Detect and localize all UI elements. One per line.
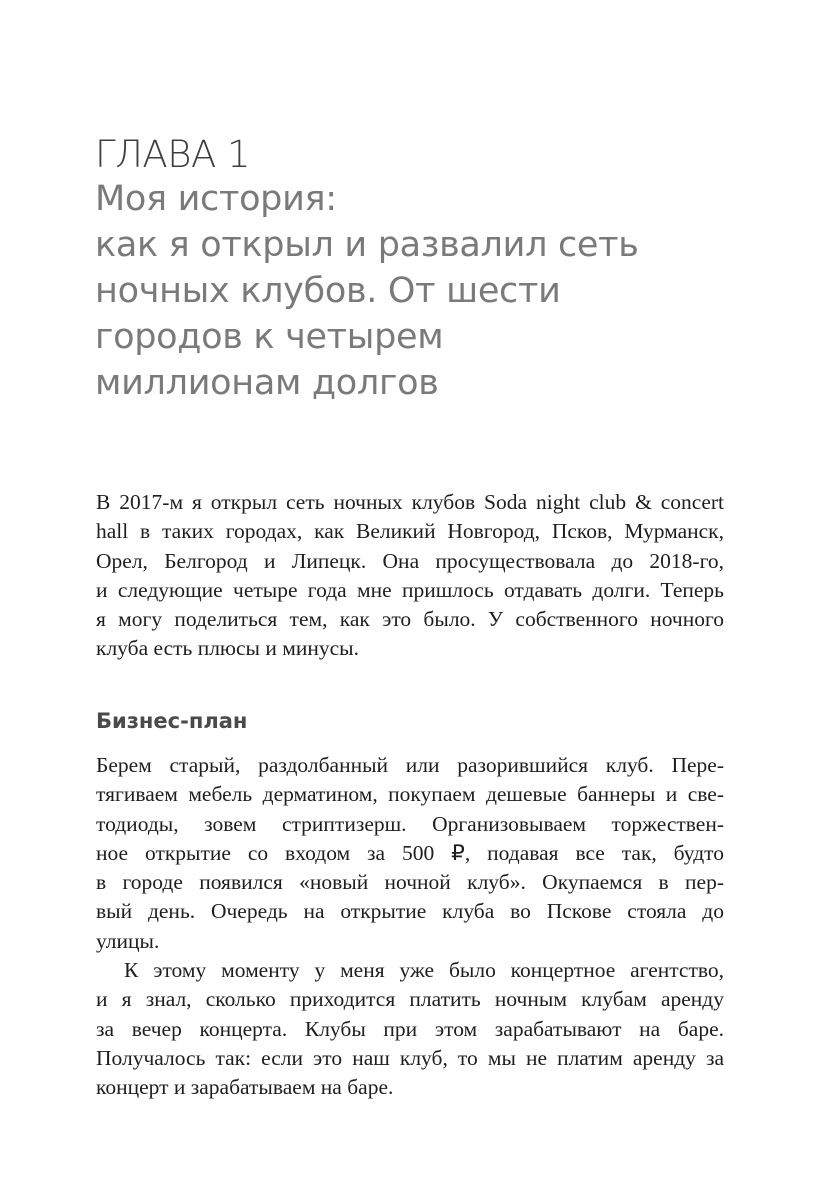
text-line: вый день. Очередь на открытие клуба во Пскове стояла до — [96, 899, 724, 924]
chapter-title-line: ночных клубов. От шести — [95, 271, 561, 311]
chapter-title-line: как я открыл и развалил сеть — [95, 225, 639, 265]
chapter-title-line: миллионам долгов — [95, 363, 439, 403]
section-heading: Бизнес-план — [96, 709, 248, 733]
text-line: клуба есть плюсы и минусы. — [96, 636, 359, 661]
text-line: и я знал, сколько приходится платить ночным клубам аренду — [96, 987, 724, 1012]
text-line: К этому моменту у меня уже было концертное агентство, — [124, 958, 724, 983]
text-line: улицы. — [96, 928, 160, 953]
paragraph — [96, 751, 724, 956]
text-line: Берем старый, раздолбанный или разорившийся клуб. Пере- — [96, 753, 724, 777]
text-line: я могу поделиться тем, как это было. У собственного ночного — [96, 607, 724, 632]
text-line: Получалось так: если это наш клуб, то мы не платим аренду за — [96, 1045, 724, 1070]
text-line: за вечер концерта. Клубы при этом зарабатывают на баре. — [96, 1016, 724, 1041]
text-line: и следующие четыре года мне пришлось отдавать долги. Теперь — [96, 577, 724, 602]
chapter-title-line: Моя история: — [95, 179, 337, 219]
text-line: hall в таких городах, как Великий Новгород, Псков, Мурманск, — [96, 519, 724, 544]
text-line: В 2017-м я открыл сеть ночных клубов Soda night club & concert — [96, 490, 724, 514]
paragraph — [96, 956, 724, 1102]
text-line: концерт и зарабатываем на баре. — [96, 1075, 394, 1100]
text-line: тягиваем мебель дерматином, покупаем дешевые баннеры и све- — [96, 782, 724, 807]
text-line: ное открытие со входом за 500 ₽, подавая все так, будто — [96, 840, 724, 865]
chapter-title — [95, 176, 795, 406]
intro-paragraph — [96, 488, 724, 664]
chapter-label: ГЛАВА 1 — [95, 133, 251, 176]
text-line: Орел, Белгород и Липецк. Она просуществовала до 2018-го, — [96, 548, 724, 573]
chapter-title-line: городов к четырем — [95, 317, 444, 357]
text-line: в городе появился «новый ночной клуб». Окупаемся в пер- — [96, 870, 724, 895]
text-line: тодиоды, зовем стриптизерш. Организовываем торжествен- — [96, 811, 724, 836]
section-body — [96, 751, 724, 1103]
